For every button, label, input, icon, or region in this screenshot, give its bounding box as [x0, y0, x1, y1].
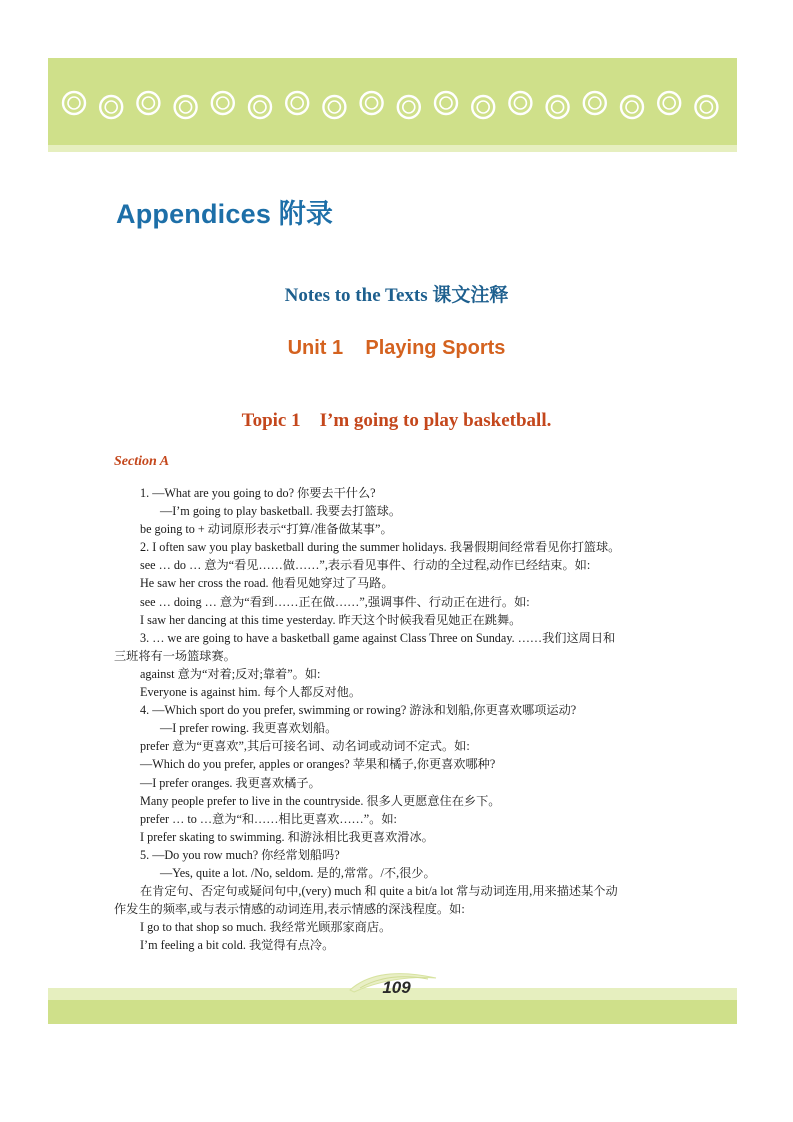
note-line: —I prefer rowing. 我更喜欢划船。 [160, 721, 338, 736]
decorative-circles [48, 85, 737, 125]
note-line: prefer 意为“更喜欢”,其后可接名词、动名词或动词不定式。如: [140, 739, 470, 754]
note-line: 5. —Do you row much? 你经常划船吗? [140, 847, 340, 862]
note-line: I prefer skating to swimming. 和游泳相比我更喜欢滑冰。 [140, 829, 434, 844]
note-line: He saw her cross the road. 他看见她穿过了马路。 [140, 576, 394, 591]
circle-ornament-icon [509, 92, 531, 114]
note-line: —Which do you prefer, apples or oranges? 苹果和橘子,你更喜欢哪种? [140, 757, 496, 772]
circle-ornament-icon [63, 92, 85, 114]
appendix-title: Appendices 附录 [116, 199, 334, 229]
note-line: 1. —What are you going to do? 你要去干什么? [140, 486, 376, 500]
note-line: 三班将有一场篮球赛。 [114, 648, 236, 663]
circle-ornament-icon [435, 92, 457, 114]
section-label: Section A [114, 454, 170, 469]
notes-body [114, 484, 704, 954]
circle-ornament-icon [584, 92, 606, 114]
note-line: prefer … to …意为“和……相比更喜欢……”。如: [140, 811, 397, 826]
page-number: 109 [382, 978, 411, 997]
note-line: —Yes, quite a lot. /No, seldom. 是的,常常。/不,很少。 [160, 865, 436, 880]
circle-ornament-icon [695, 96, 717, 118]
note-line: I saw her dancing at this time yesterday. 昨天这个时候我看见她正在跳舞。 [140, 612, 522, 627]
circle-ornament-icon [249, 96, 271, 118]
circle-ornament-icon [361, 92, 383, 114]
note-line: I’m feeling a bit cold. 我觉得有点冷。 [140, 938, 335, 953]
note-line: I go to that shop so much. 我经常光顾那家商店。 [140, 920, 392, 935]
note-line: Everyone is against him. 每个人都反对他。 [140, 685, 362, 700]
note-line: 3. … we are going to have a basketball game against Class Three on Sunday. ……我们这周日和 [140, 630, 616, 645]
circle-ornament-icon [658, 92, 680, 114]
header-band-strip [48, 145, 737, 152]
note-line: Many people prefer to live in the countryside. 很多人更愿意住在乡下。 [140, 793, 501, 808]
note-line: —I’m going to play basketball. 我要去打篮球。 [160, 504, 402, 519]
note-line: see … doing … 意为“看到……正在做……”,强调事件、行动正在进行。如: [140, 594, 530, 609]
note-line: see … do … 意为“看见……做……”,表示看见事件、行动的全过程,动作已经结束。如: [140, 558, 591, 573]
circle-ornament-icon [621, 96, 643, 118]
unit-title: Unit 1 Playing Sports [287, 337, 506, 359]
topic-title: Topic 1 I’m going to play basketball. [241, 410, 552, 431]
note-line: be going to + 动词原形表示“打算/准备做某事”。 [140, 522, 393, 537]
circle-ornament-icon [137, 92, 159, 114]
circle-ornament-icon [398, 96, 420, 118]
note-line: 作发生的频率,或与表示情感的动词连用,表示情感的深浅程度。如: [114, 902, 465, 917]
note-line: 4. —Which sport do you prefer, swimming or rowing? 游泳和划船,你更喜欢哪项运动? [140, 703, 577, 718]
note-line: against 意为“对着;反对;靠着”。如: [140, 666, 321, 681]
circle-ornament-icon [212, 92, 234, 114]
circle-ornament-icon [323, 96, 345, 118]
note-line: —I prefer oranges. 我更喜欢橘子。 [140, 775, 321, 790]
circle-ornament-icon [547, 96, 569, 118]
circle-ornament-icon [472, 96, 494, 118]
notes-title: Notes to the Texts 课文注释 [284, 285, 509, 306]
note-line: 在肯定句、否定句或疑问句中,(very) much 和 quite a bit/a lot 常与动词连用,用来描述某个动 [140, 884, 618, 899]
circle-ornament-icon [100, 96, 122, 118]
circle-ornament-icon [286, 92, 308, 114]
note-line: 2. I often saw you play basketball during the summer holidays. 我暑假期间经常看见你打篮球。 [140, 540, 621, 555]
circle-ornament-icon [175, 96, 197, 118]
header-band [48, 58, 737, 152]
